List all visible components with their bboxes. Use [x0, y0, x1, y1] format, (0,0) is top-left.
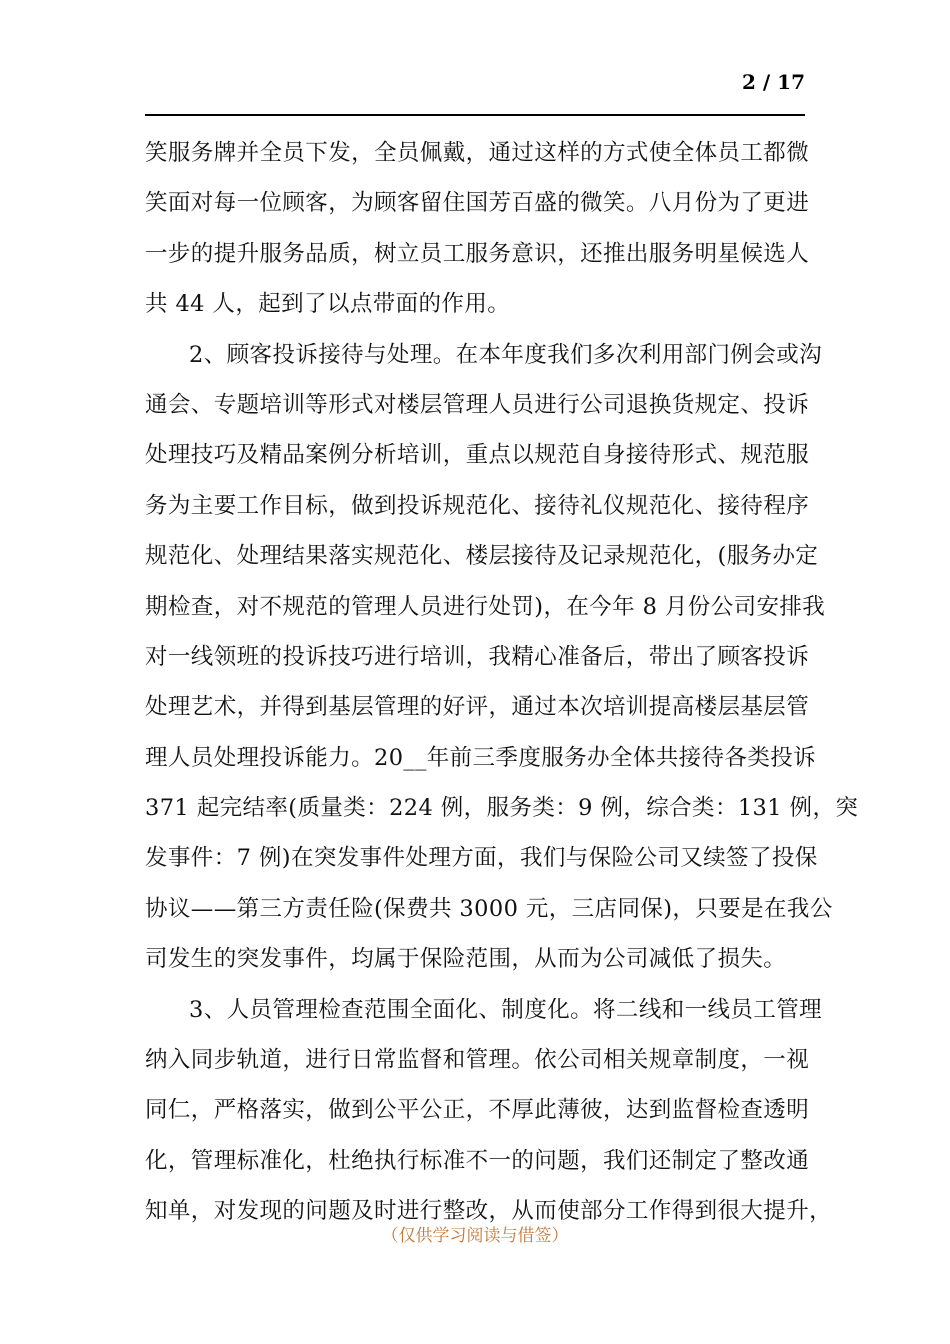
- text-line: 笑服务牌并全员下发，全员佩戴，通过这样的方式使全体员工都微: [145, 140, 810, 166]
- text-line: 371 起完结率(质量类：224 例，服务类：9 例，综合类：131 例，突: [145, 795, 859, 822]
- document-body: [145, 128, 859, 1237]
- page-header: [145, 68, 805, 116]
- paragraph-first-line: 2、顾客投诉接待与处理。在本年度我们多次利用部门例会或沟: [189, 341, 823, 368]
- text-line: 同仁，严格落实，做到公平公正，不厚此薄彼，达到监督检查透明: [145, 1097, 810, 1124]
- text-line: 纳入同步轨道，进行日常监督和管理。依公司相关规章制度，一视: [145, 1047, 810, 1074]
- footer-note: （仅供学习阅读与借签）: [381, 1226, 569, 1246]
- text-line: 处理技巧及精品案例分析培训，重点以规范自身接待形式、规范服: [145, 442, 810, 469]
- text-line: 一步的提升服务品质，树立员工服务意识，还推出服务明星候选人: [145, 240, 810, 267]
- text-line: 发事件：7 例)在突发事件处理方面，我们与保险公司又续签了投保: [145, 845, 818, 872]
- text-line: 知单，对发现的问题及时进行整改，从而使部分工作得到很大提升，: [145, 1198, 833, 1225]
- text-line: 司发生的突发事件，均属于保险范围，从而为公司减低了损失。: [145, 946, 787, 973]
- text-line: 理人员处理投诉能力。20__年前三季度服务办全体共接待各类投诉: [145, 744, 817, 771]
- text-line: 务为主要工作目标，做到投诉规范化、接待礼仪规范化、接待程序: [145, 492, 810, 519]
- text-line: 规范化、处理结果落实规范化、楼层接待及记录规范化，(服务办定: [145, 543, 819, 570]
- text-line: 对一线领班的投诉技巧进行培训，我精心准备后，带出了顾客投诉: [145, 643, 810, 670]
- text-line: 通会、专题培训等形式对楼层管理人员进行公司退换货规定、投诉: [145, 391, 810, 418]
- page-number: 2 / 17: [742, 70, 805, 94]
- text-line: 化，管理标准化，杜绝执行标准不一的问题，我们还制定了整改通: [145, 1147, 810, 1174]
- text-line: 共 44 人，起到了以点带面的作用。: [145, 291, 511, 318]
- text-line: 笑面对每一位顾客，为顾客留住国芳百盛的微笑。八月份为了更进: [145, 190, 810, 217]
- paragraph-first-line: 3、人员管理检查范围全面化、制度化。将二线和一线员工管理: [189, 996, 823, 1023]
- text-line: 协议——第三方责任险(保费共 3000 元，三店同保)，只要是在我公: [145, 895, 833, 922]
- text-line: 处理艺术，并得到基层管理的好评，通过本次培训提高楼层基层管: [145, 694, 810, 721]
- text-line: 期检查，对不规范的管理人员进行处罚)，在今年 8 月份公司安排我: [145, 593, 826, 620]
